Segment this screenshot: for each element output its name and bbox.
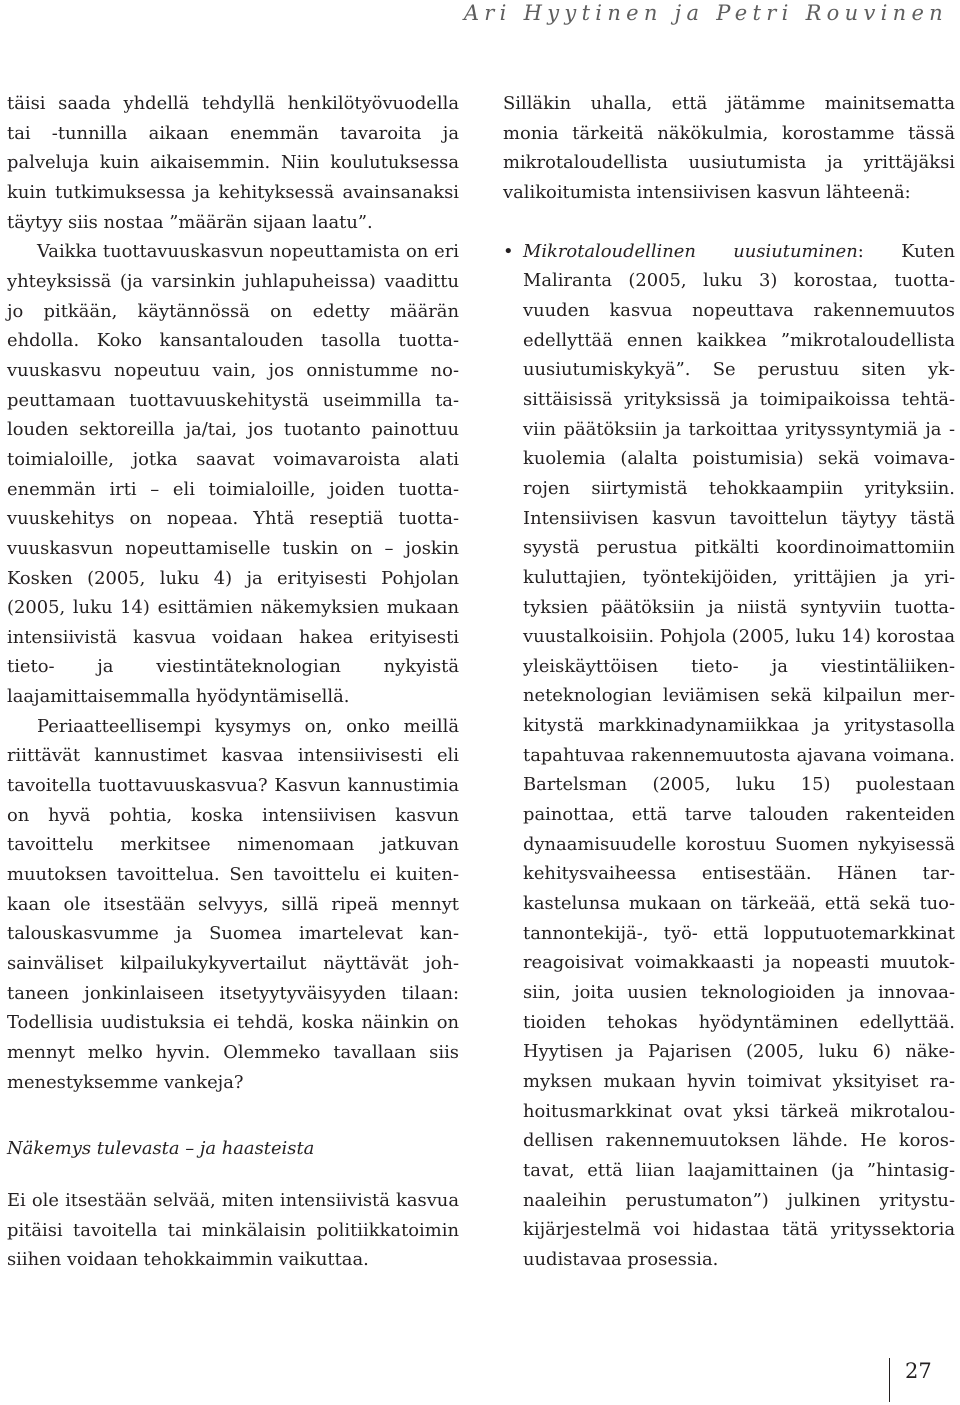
list-item bbox=[503, 237, 955, 1275]
left-paragraph-2: Vaikka tuottavuuskasvun nopeuttamista on eri yhteyksissä (ja varsinkin juhlapuheissa) vaadittu jo pitkään, käytännössä on edetty määrän ehdolla. Koko kansantalouden tasolla tuottavuuskasvu nopeutuu vain, jos onnistumme nopeuttamaan tuottavuuskehitystä useimmilla talouden sektoreilla ja/tai, jos tuotanto painottuu toimialoille, jotka saavat voimavaroista alati enemmän irti – eli toimialoille, joiden tuottavuuskehitys on nopeaa. Yhtä reseptiä tuottavuuskasvun nopeuttamiselle tuskin on – joskin Kosken (2005, luku 4) ja erityisesti Pohjolan (2005, luku 14) esittämien näkemyksien mukaan intensiivistä kasvua voidaan hakea erityisesti tieto- ja viestintäteknologian nykyistä laajamittaisemmalla hyödyntämisellä. bbox=[7, 241, 459, 708]
section-heading: Näkemys tulevasta – ja haasteista bbox=[7, 1138, 315, 1160]
bullet-list bbox=[503, 237, 955, 1275]
running-head: Ari Hyytinen ja Petri Rouvinen bbox=[463, 1, 948, 25]
left-column bbox=[7, 89, 459, 1275]
right-column bbox=[503, 89, 955, 1275]
list-item-body: : Kuten Maliranta (2005, luku 3) korostaa, tuottavuuden kasvua nopeuttava rakennemuutos edellyttää ennen kaikkea ”mikrotaloudellista uusiutumiskykyä”. Se perustuu siten yksittäisissä yrityksissä ja toimipaikoissa tehtäviin päätöksiin ja tarkoittaa yrityssyntymiä ja -kuolemia (alalta poistumisia) sekä voimavarojen siirtymistä tehokkaampiin yrityksiin. Intensiivisen kasvun tavoittelun täytyy tästä syystä perustua pitkälti koordinoimattomiin kuluttajien, työntekijöiden, yrittäjien ja yrityksien päätöksiin ja niistä syntyviin tuottavuustalkoisiin. Pohjola (2005, luku 14) korostaa yleiskäyttöisen tieto- ja viestintäliikenneteknologian leviämisen sekä kilpailun merkitystä markkinadynamiikkaa ja yritystasolla tapahtuvaa rakennemuutosta ajavana voimana. Bartelsman (2005, luku 15) puolestaan painottaa, että tarve talouden rakenteiden dynaamisuudelle korostuu Suomen nykyisessä kehitysvaiheessa entisestään. Hänen tarkastelunsa mukaan on tärkeää, että sekä tuotannontekijä-, työ- että lopputuotemarkkinat reagoisivat voimakkaasti ja nopeasti muutoksiin, joita uusien teknologioiden ja innovaatioiden tehokas hyödyntäminen edellyttää. Hyytisen ja Pajarisen (2005, luku 6) näkemyksen mukaan hyvin toimivat yksityiset rahoitusmarkkinat ovat yksi tärkeä mikrotaloudellisen rakennemuutoksen lähde. He korostavat, että liian laajamittainen (ja ”hintasignaaleihin perustumaton”) julkinen yritystukijärjestelmä voi hidastaa tätä yrityssektoria uudistavaa prosessia. bbox=[523, 240, 956, 1270]
bullet-marker: • bbox=[503, 240, 514, 262]
left-paragraph-4: Ei ole itsestään selvää, miten intensiivistä kasvua pitäisi tavoitella tai minkälaisin politiikkatoimin siihen voidaan tehokkaimmin vaikuttaa. bbox=[7, 1189, 459, 1271]
right-paragraph-1: Silläkin uhalla, että jätämme mainitsematta monia tärkeitä näkökulmia, korostamme tässä mikrotaloudellista uusiutumista ja yrittäjäksi valikoitumista intensiivisen kasvun lähteenä: bbox=[503, 93, 955, 203]
left-paragraph-3: Periaatteellisempi kysymys on, onko meillä riittävät kannustimet kasvaa intensiivisesti eli tavoitella tuottavuuskasvua? Kasvun kannustimia on hyvä pohtia, koska intensiivisen kasvun tavoittelu merkitsee nimenomaan jatkuvan muutoksen tavoittelua. Sen tavoittelu ei kuitenkaan ole itsestään selvyys, sillä ripeä mennyt talouskasvumme ja Suomea imartelevat kansainväliset kilpailukykyvertailut näyttävät johtaneen jonkinlaiseen itsetyytyväisyyden tilaan: Todellisia uudistuksia ei tehdä, koska näinkin on mennyt melko hyvin. Olemmeko tavallaan siis menestyksemme vankeja? bbox=[7, 715, 459, 1093]
page-number-divider bbox=[889, 1358, 890, 1402]
list-item-text bbox=[523, 237, 955, 1275]
list-item-term: Mikrotaloudellinen uusiutuminen bbox=[523, 240, 858, 262]
page-number: 27 bbox=[905, 1359, 932, 1383]
left-paragraph-1: täisi saada yhdellä tehdyllä henkilötyövuodella tai -tunnilla aikaan enemmän tavaroita ja palveluja kuin aikaisemmin. Niin koulutuksessa kuin tutkimuksessa ja kehityksessä avainsanaksi täytyy siis nostaa ”määrän sijaan laatu”. bbox=[7, 93, 459, 233]
